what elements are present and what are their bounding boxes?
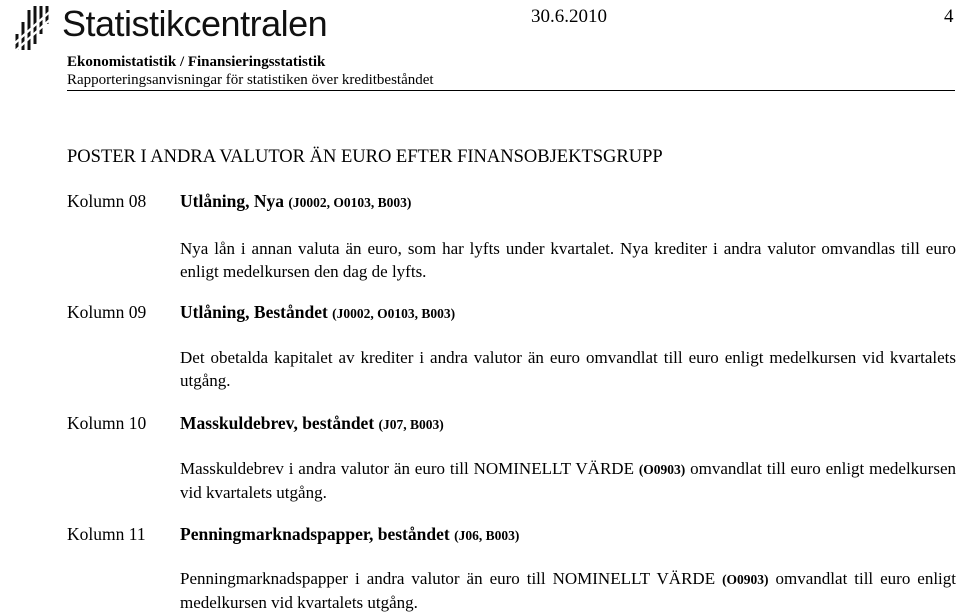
column-label: Kolumn 11: [67, 524, 146, 544]
description-text-end: omvandlat till euro enligt medelkursen vid kvartalets utgång.: [180, 459, 956, 502]
description-text: Penningmarknadspapper i andra valutor än euro till NOMINELLT VÄRDE: [180, 569, 723, 588]
page-number: 4: [944, 6, 954, 27]
column-title: [180, 524, 519, 545]
header-divider: [67, 90, 955, 91]
column-title: [180, 191, 411, 212]
description-text: Nya lån i annan valuta än euro, som har lyfts under kvartalet. Nya krediter i andra valutor omvandlas till euro enligt medelkursen den dag de lyfts.: [180, 239, 956, 281]
header-date: 30.6.2010: [531, 6, 607, 27]
column-title-code: (J07, B003): [378, 417, 444, 432]
column-label: Kolumn 10: [67, 413, 147, 433]
description-code: (O0903): [722, 572, 769, 587]
column-title-text: Utlåning, Beståndet: [180, 302, 328, 322]
column-title-code: (J06, B003): [454, 528, 520, 543]
column-label: Kolumn 09: [67, 302, 147, 322]
column-title-text: Penningmarknadspapper, beståndet: [180, 524, 450, 544]
description-text-end: omvandlat till euro enligt medelkursen vid kvartalets utgång.: [180, 569, 956, 612]
column-title-text: Masskuldebrev, beståndet: [180, 413, 375, 433]
header-subtitle-bold: Ekonomistatistik / Finansieringsstatistik: [67, 54, 326, 70]
description-text: Masskuldebrev i andra valutor än euro till NOMINELLT VÄRDE: [180, 459, 639, 478]
header-subtitle: Rapporteringsanvisningar för statistiken över kreditbeståndet: [67, 72, 434, 88]
statistikcentralen-logo-icon: [14, 4, 54, 52]
description-text: Det obetalda kapitalet av krediter i andra valutor än euro omvandlat till euro enligt medelkursen vid kvartalets utgång.: [180, 348, 956, 390]
section-heading: POSTER I ANDRA VALUTOR ÄN EURO EFTER FINANSOBJEKTSGRUPP: [67, 147, 663, 167]
description-code: (O0903): [638, 462, 686, 477]
column-description: [180, 346, 956, 393]
column-title: [180, 302, 455, 323]
column-title-code: (J0002, O0103, B003): [332, 306, 456, 321]
column-title-text: Utlåning, Nya: [180, 191, 285, 211]
column-title: [180, 413, 444, 434]
column-description: [180, 457, 956, 504]
column-description: [180, 567, 956, 614]
column-title-code: (J0002, O0103, B003): [288, 195, 412, 210]
logo-text: Statistikcentralen: [62, 3, 328, 44]
column-description: [180, 237, 956, 284]
column-label: Kolumn 08: [67, 191, 147, 211]
